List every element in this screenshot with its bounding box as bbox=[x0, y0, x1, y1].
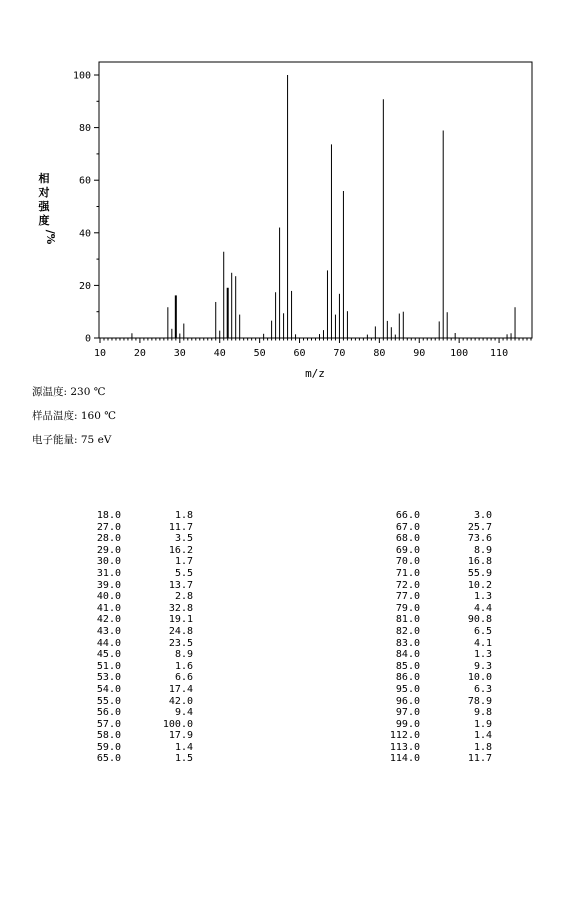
peak-table-row bbox=[384, 672, 492, 684]
peak-table-row bbox=[384, 556, 492, 568]
y-tick-label: 60 bbox=[78, 175, 91, 187]
mz-value: 112.0 bbox=[389, 730, 420, 742]
sample-temperature: 样品温度: 160 ℃ bbox=[32, 410, 116, 422]
relative-abundance-value: 9.4 bbox=[174, 707, 193, 719]
mz-value: 39.0 bbox=[96, 579, 121, 591]
peak-table-row bbox=[85, 684, 193, 696]
peak-table-row bbox=[384, 753, 492, 765]
mz-value: 99.0 bbox=[395, 718, 420, 730]
relative-abundance-value: 25.7 bbox=[467, 521, 492, 533]
relative-abundance-value: 1.4 bbox=[473, 730, 492, 742]
relative-abundance-value: 1.8 bbox=[473, 741, 492, 753]
y-tick-label: 20 bbox=[78, 280, 91, 292]
peak-bars bbox=[132, 75, 515, 338]
mz-value: 71.0 bbox=[395, 567, 420, 579]
relative-abundance-value: 11.7 bbox=[168, 521, 193, 533]
peak-table-row bbox=[384, 510, 492, 522]
y-axis-ticks bbox=[73, 71, 99, 345]
peak-table-row bbox=[384, 638, 492, 650]
peak-table-row bbox=[384, 591, 492, 603]
x-tick-label: 110 bbox=[490, 348, 509, 359]
peak-table-row bbox=[384, 603, 492, 615]
relative-abundance-value: 1.4 bbox=[174, 741, 193, 753]
peak-table-row bbox=[85, 661, 193, 673]
relative-abundance-value: 5.5 bbox=[174, 567, 193, 579]
y-axis-title-unit: /% bbox=[44, 229, 57, 245]
x-axis-ticks bbox=[94, 338, 531, 359]
relative-abundance-value: 24.8 bbox=[168, 625, 193, 637]
mz-value: 54.0 bbox=[96, 683, 121, 695]
peak-table-row bbox=[384, 568, 492, 580]
peak-table-row bbox=[85, 730, 193, 742]
peak-table-row bbox=[85, 556, 193, 568]
mz-value: 55.0 bbox=[96, 695, 121, 707]
mz-value: 18.0 bbox=[96, 510, 121, 521]
mz-value: 96.0 bbox=[395, 695, 420, 707]
relative-abundance-value: 19.1 bbox=[168, 614, 193, 626]
relative-abundance-value: 10.2 bbox=[467, 579, 492, 591]
y-tick-label: 80 bbox=[78, 123, 91, 135]
peak-table-row bbox=[85, 580, 193, 592]
peak-table-row bbox=[85, 672, 193, 684]
relative-abundance-value: 23.5 bbox=[168, 637, 193, 649]
x-tick-label: 100 bbox=[450, 348, 469, 359]
relative-abundance-value: 1.7 bbox=[174, 556, 193, 568]
peak-table-row bbox=[85, 649, 193, 661]
x-tick-label: 10 bbox=[93, 348, 107, 359]
mz-value: 81.0 bbox=[395, 614, 420, 626]
relative-abundance-value: 1.6 bbox=[174, 660, 193, 672]
relative-abundance-value: 8.9 bbox=[473, 544, 492, 556]
mz-value: 51.0 bbox=[96, 660, 121, 672]
mz-value: 97.0 bbox=[395, 707, 420, 719]
mz-value: 67.0 bbox=[395, 521, 420, 533]
relative-abundance-value: 100.0 bbox=[162, 718, 193, 730]
mz-value: 83.0 bbox=[395, 637, 420, 649]
relative-abundance-value: 6.6 bbox=[174, 672, 193, 684]
peak-table-right bbox=[384, 510, 492, 765]
x-tick-label: 80 bbox=[373, 348, 386, 359]
y-tick-label: 0 bbox=[84, 333, 91, 345]
mz-value: 44.0 bbox=[96, 637, 121, 649]
peak-table-row bbox=[85, 626, 193, 638]
mz-value: 30.0 bbox=[96, 556, 121, 568]
peak-table-row bbox=[85, 753, 193, 765]
relative-abundance-value: 16.2 bbox=[168, 544, 193, 556]
mz-value: 31.0 bbox=[96, 567, 121, 579]
relative-abundance-value: 78.9 bbox=[467, 695, 492, 707]
relative-abundance-value: 3.0 bbox=[473, 510, 492, 521]
mz-value: 114.0 bbox=[389, 753, 420, 765]
relative-abundance-value: 90.8 bbox=[467, 614, 492, 626]
peak-table-row bbox=[384, 649, 492, 661]
mz-value: 72.0 bbox=[395, 579, 420, 591]
relative-abundance-value: 1.8 bbox=[174, 510, 193, 521]
peak-table-row bbox=[85, 510, 193, 522]
mz-value: 65.0 bbox=[96, 753, 121, 765]
mz-value: 113.0 bbox=[389, 741, 420, 753]
peak-table-row bbox=[85, 638, 193, 650]
mz-value: 28.0 bbox=[96, 533, 121, 545]
peak-table-row bbox=[85, 696, 193, 708]
x-axis-title: m/z bbox=[305, 367, 325, 380]
peak-table-row bbox=[384, 545, 492, 557]
peak-table-row bbox=[384, 533, 492, 545]
relative-abundance-value: 9.8 bbox=[473, 707, 492, 719]
mz-value: 29.0 bbox=[96, 544, 121, 556]
peak-table-row bbox=[85, 522, 193, 534]
relative-abundance-value: 16.8 bbox=[467, 556, 492, 568]
mz-value: 53.0 bbox=[96, 672, 121, 684]
relative-abundance-value: 11.7 bbox=[467, 753, 492, 765]
plot-frame bbox=[99, 62, 532, 338]
peak-table-row bbox=[384, 707, 492, 719]
relative-abundance-value: 1.9 bbox=[473, 718, 492, 730]
peak-table-row bbox=[85, 614, 193, 626]
peak-table-row bbox=[384, 730, 492, 742]
mz-value: 77.0 bbox=[395, 591, 420, 603]
mz-value: 45.0 bbox=[96, 649, 121, 661]
x-tick-label: 60 bbox=[293, 348, 306, 359]
peak-table-row bbox=[85, 603, 193, 615]
x-tick-label: 40 bbox=[213, 348, 226, 359]
relative-abundance-value: 32.8 bbox=[168, 602, 193, 614]
x-tick-label: 30 bbox=[173, 348, 186, 359]
mz-value: 58.0 bbox=[96, 730, 121, 742]
mz-value: 86.0 bbox=[395, 672, 420, 684]
relative-abundance-value: 10.0 bbox=[467, 672, 492, 684]
peak-table-row bbox=[384, 626, 492, 638]
y-axis-title: 相对强度 bbox=[38, 172, 50, 227]
relative-abundance-value: 2.8 bbox=[174, 591, 193, 603]
mz-value: 95.0 bbox=[395, 683, 420, 695]
mz-value: 42.0 bbox=[96, 614, 121, 626]
relative-abundance-value: 17.9 bbox=[168, 730, 193, 742]
mz-value: 79.0 bbox=[395, 602, 420, 614]
mz-value: 59.0 bbox=[96, 741, 121, 753]
relative-abundance-value: 3.5 bbox=[174, 533, 193, 545]
peak-table-left bbox=[85, 510, 193, 765]
mz-value: 66.0 bbox=[395, 510, 420, 521]
x-tick-label: 20 bbox=[133, 348, 146, 359]
peak-table-row bbox=[384, 580, 492, 592]
relative-abundance-value: 73.6 bbox=[467, 533, 492, 545]
peak-table-row bbox=[384, 522, 492, 534]
peak-table-row bbox=[384, 661, 492, 673]
mz-value: 40.0 bbox=[96, 591, 121, 603]
relative-abundance-value: 1.3 bbox=[473, 649, 492, 661]
peak-table-row bbox=[85, 568, 193, 580]
peak-table-row bbox=[384, 614, 492, 626]
source-temperature: 源温度: 230 ℃ bbox=[32, 386, 106, 398]
relative-abundance-value: 4.1 bbox=[473, 637, 492, 649]
relative-abundance-value: 13.7 bbox=[168, 579, 193, 591]
relative-abundance-value: 17.4 bbox=[168, 683, 193, 695]
relative-abundance-value: 8.9 bbox=[174, 649, 193, 661]
peak-table-row bbox=[85, 545, 193, 557]
relative-abundance-value: 6.3 bbox=[473, 683, 492, 695]
peak-table-row bbox=[85, 591, 193, 603]
relative-abundance-value: 1.3 bbox=[473, 591, 492, 603]
relative-abundance-value: 4.4 bbox=[473, 602, 492, 614]
mz-value: 84.0 bbox=[395, 649, 420, 661]
peak-table-row bbox=[384, 719, 492, 731]
peak-table-row bbox=[85, 707, 193, 719]
electron-energy: 电子能量: 75 eV bbox=[32, 434, 112, 446]
peak-table-row bbox=[85, 719, 193, 731]
mz-value: 70.0 bbox=[395, 556, 420, 568]
relative-abundance-value: 42.0 bbox=[168, 695, 193, 707]
mz-value: 41.0 bbox=[96, 602, 121, 614]
relative-abundance-value: 9.3 bbox=[473, 660, 492, 672]
x-tick-label: 70 bbox=[333, 348, 346, 359]
peak-table-row bbox=[384, 742, 492, 754]
relative-abundance-value: 55.9 bbox=[467, 567, 492, 579]
relative-abundance-value: 1.5 bbox=[174, 753, 193, 765]
mz-value: 43.0 bbox=[96, 625, 121, 637]
peak-table-row bbox=[85, 533, 193, 545]
y-tick-label: 100 bbox=[72, 70, 91, 82]
mz-value: 82.0 bbox=[395, 625, 420, 637]
mz-value: 27.0 bbox=[96, 521, 121, 533]
mz-value: 57.0 bbox=[96, 718, 121, 730]
peak-table-row bbox=[384, 684, 492, 696]
mz-value: 68.0 bbox=[395, 533, 420, 545]
peak-table-row bbox=[85, 742, 193, 754]
mz-value: 69.0 bbox=[395, 544, 420, 556]
mass-spectrum-chart bbox=[0, 0, 570, 390]
y-tick-label: 40 bbox=[78, 228, 91, 240]
mz-value: 85.0 bbox=[395, 660, 420, 672]
peak-table-row bbox=[384, 696, 492, 708]
mz-value: 56.0 bbox=[96, 707, 121, 719]
x-tick-label: 50 bbox=[253, 348, 266, 359]
relative-abundance-value: 6.5 bbox=[473, 625, 492, 637]
x-tick-label: 90 bbox=[413, 348, 426, 359]
